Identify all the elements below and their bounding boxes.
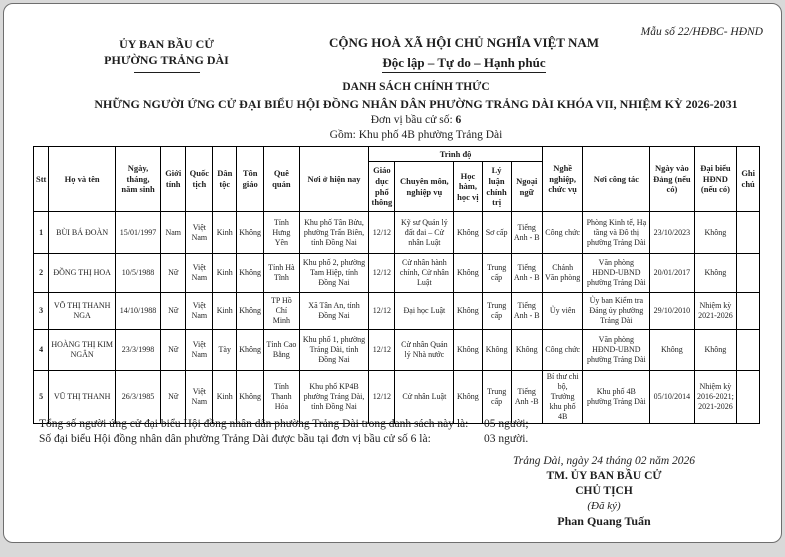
table-row	[34, 293, 760, 330]
election-unit-number: 6	[455, 113, 462, 126]
cell-ngoai-ngu: Tiếng Anh -B	[511, 371, 542, 424]
cell-quoc-tich: Việt Nam	[186, 212, 213, 254]
summary-label: Tổng số người ứng cử đại biểu Hội đồng nhân dân phường Trảng Dài trong danh sách này là:	[39, 418, 469, 430]
cell-ho-va-ten: BÙI BÁ ĐOÀN	[49, 212, 116, 254]
cell-ton-giao: Không	[237, 254, 264, 293]
cell-noi-cong-tac: Ủy ban Kiểm tra Đảng ủy phường Trảng Dài	[583, 293, 650, 330]
issuing-org-block	[44, 37, 289, 73]
col-header-noi-o: Nơi ở hiện nay	[299, 147, 369, 212]
cell-ngay-sinh: 26/3/1985	[116, 371, 161, 424]
cell-ton-giao: Không	[237, 293, 264, 330]
cell-noi-cong-tac: Phòng Kinh tế, Hạ tầng và Đô thị phường Trảng Dài	[583, 212, 650, 254]
election-unit-label: Đơn vị bầu cử số:	[370, 113, 453, 126]
col-header-noi-cong-tac: Nơi công tác	[583, 147, 650, 212]
table-row	[34, 212, 760, 254]
cell-chuyen-mon: Kỹ sư Quản lý đất đai – Cử nhân Luật	[395, 212, 454, 254]
document-title-line2: NHỮNG NGƯỜI ỨNG CỬ ĐẠI BIỂU HỘI ĐỒNG NHÂN DÂN PHƯỜNG TRẢNG DÀI KHÓA VII, NHIỆM KỲ 2026-2031	[94, 96, 738, 111]
cell-ly-luan: Trung cấp	[482, 371, 511, 424]
col-header-trinh-do-group: Trình độ	[369, 147, 542, 162]
cell-ngoai-ngu: Không	[511, 330, 542, 371]
cell-nghe-nghiep: Công chức	[542, 212, 583, 254]
cell-stt: 1	[34, 212, 49, 254]
summary-line-total-candidates	[39, 417, 761, 432]
form-number: Mẫu số 22/HĐBC- HĐND	[640, 26, 763, 38]
cell-noi-cong-tac: Văn phòng HĐND-UBND phường Trảng Dài	[583, 254, 650, 293]
cell-noi-o: Xã Tân An, tỉnh Đồng Nai	[299, 293, 369, 330]
org-name-line2: PHƯỜNG TRẢNG DÀI	[104, 52, 229, 67]
cell-gioi-tinh: Nữ	[161, 330, 186, 371]
cell-gioi-tinh: Nam	[161, 212, 186, 254]
cell-ngoai-ngu: Tiếng Anh - B	[511, 293, 542, 330]
cell-nghe-nghiep: Công chức	[542, 330, 583, 371]
cell-ho-va-ten: HOÀNG THỊ KIM NGÂN	[49, 330, 116, 371]
summary-block	[39, 417, 761, 447]
org-underline	[134, 72, 200, 73]
cell-ly-luan: Trung cấp	[482, 293, 511, 330]
cell-quoc-tich: Việt Nam	[186, 293, 213, 330]
cell-chuyen-mon: Cử nhân Quản lý Nhà nước	[395, 330, 454, 371]
cell-ngay-sinh: 14/10/1988	[116, 293, 161, 330]
col-header-stt: Stt	[34, 147, 49, 212]
cell-quoc-tich: Việt Nam	[186, 330, 213, 371]
cell-ly-luan: Không	[482, 330, 511, 371]
summary-line-seats	[39, 432, 761, 447]
cell-noi-o: Khu phố 2, phường Tam Hiệp, tỉnh Đồng Nai	[299, 254, 369, 293]
cell-ngay-sinh: 23/3/1998	[116, 330, 161, 371]
cell-ly-luan: Sơ cấp	[482, 212, 511, 254]
col-header-dai-bieu-hdnd: Đại biểu HĐND (nếu có)	[694, 147, 737, 212]
cell-ghi-chu	[737, 293, 760, 330]
cell-hoc-ham: Không	[454, 212, 482, 254]
national-motto-line2: Độc lập – Tự do – Hạnh phúc	[382, 54, 545, 74]
document-title-block	[59, 80, 773, 144]
election-scope-line: Gồm: Khu phố 4B phường Trảng Dài	[329, 129, 503, 142]
cell-hoc-ham: Không	[454, 330, 482, 371]
col-header-ghi-chu: Ghi chú	[737, 147, 760, 212]
col-header-chuyen-mon: Chuyên môn, nghiệp vụ	[395, 162, 454, 212]
summary-label: Số đại biểu Hội đồng nhân dân phường Trảng Dài được bầu tại đơn vị bầu cử số 6 là:	[39, 432, 431, 445]
cell-dan-toc: Kinh	[213, 371, 237, 424]
cell-ghi-chu	[737, 212, 760, 254]
cell-gdpt: 12/12	[369, 254, 395, 293]
org-name-line1: ỦY BAN BẦU CỬ	[119, 37, 214, 51]
col-header-gdpt: Giáo dục phổ thông	[369, 162, 395, 212]
cell-noi-cong-tac: Khu phố 4B phường Trảng Dài	[583, 371, 650, 424]
cell-stt: 5	[34, 371, 49, 424]
cell-ngay-vao-dang: 29/10/2010	[650, 293, 694, 330]
col-header-ngay-vao-dang: Ngày vào Đảng (nếu có)	[650, 147, 694, 212]
cell-ghi-chu	[737, 371, 760, 424]
cell-nghe-nghiep: Bí thư chi bộ, Trưởng khu phố 4B	[542, 371, 583, 424]
election-unit-line	[59, 113, 773, 129]
cell-gdpt: 12/12	[369, 212, 395, 254]
summary-value: 03 người.	[484, 432, 529, 445]
cell-nghe-nghiep: Ủy viên	[542, 293, 583, 330]
signature-title: CHỦ TỊCH	[575, 484, 633, 497]
cell-quoc-tich: Việt Nam	[186, 254, 213, 293]
col-header-gioi-tinh: Giới tính	[161, 147, 186, 212]
cell-noi-o: Khu phố 1, phường Trảng Dài, tỉnh Đồng Nai	[299, 330, 369, 371]
col-header-ngoai-ngu: Ngoại ngữ	[511, 162, 542, 212]
signature-name: Phan Quang Tuấn	[557, 514, 651, 529]
cell-chuyen-mon: Đại học Luật	[395, 293, 454, 330]
cell-ho-va-ten: ĐỒNG THỊ HOA	[49, 254, 116, 293]
cell-gdpt: 12/12	[369, 330, 395, 371]
cell-stt: 2	[34, 254, 49, 293]
cell-ngay-vao-dang: 20/01/2017	[650, 254, 694, 293]
candidate-table-body	[34, 212, 760, 424]
cell-ghi-chu	[737, 254, 760, 293]
cell-hoc-ham: Không	[454, 254, 482, 293]
col-header-ho-va-ten: Họ và tên	[49, 147, 116, 212]
cell-ngoai-ngu: Tiếng Anh - B	[511, 212, 542, 254]
national-motto-line1: CỘNG HOÀ XÃ HỘI CHỦ NGHĨA VIỆT NAM	[328, 35, 600, 50]
signature-place-date: Trảng Dài, ngày 24 tháng 02 năm 2026	[512, 455, 696, 467]
cell-ghi-chu	[737, 330, 760, 371]
cell-ton-giao: Không	[237, 330, 264, 371]
col-header-ton-giao: Tôn giáo	[237, 147, 264, 212]
table-row	[34, 330, 760, 371]
col-header-hoc-ham: Học hàm, học vị	[454, 162, 482, 212]
cell-ngay-vao-dang: 23/10/2023	[650, 212, 694, 254]
cell-noi-o: Khu phố KP4B phường Trảng Dài, tỉnh Đồng Nai	[299, 371, 369, 424]
cell-ngoai-ngu: Tiếng Anh - B	[511, 254, 542, 293]
col-header-dan-toc: Dân tộc	[213, 147, 237, 212]
cell-noi-o: Khu phố Tân Bửu, phường Trấn Biên, tỉnh Đồng Nai	[299, 212, 369, 254]
cell-ly-luan: Trung cấp	[482, 254, 511, 293]
cell-ho-va-ten: VÕ THỊ THANH NGA	[49, 293, 116, 330]
cell-dan-toc: Kinh	[213, 254, 237, 293]
national-header-block	[299, 34, 629, 73]
table-row	[34, 371, 760, 424]
cell-chuyen-mon: Cử nhân hành chính, Cử nhân Luật	[395, 254, 454, 293]
cell-nghe-nghiep: Chánh Văn phòng	[542, 254, 583, 293]
cell-gdpt: 12/12	[369, 293, 395, 330]
col-header-ly-luan: Lý luận chính trị	[482, 162, 511, 212]
cell-que-quan: Tỉnh Hà Tĩnh	[264, 254, 300, 293]
cell-stt: 4	[34, 330, 49, 371]
cell-gioi-tinh: Nữ	[161, 371, 186, 424]
cell-que-quan: Tỉnh Cao Bằng	[264, 330, 300, 371]
cell-ton-giao: Không	[237, 212, 264, 254]
cell-gdpt: 12/12	[369, 371, 395, 424]
cell-ngay-sinh: 15/01/1997	[116, 212, 161, 254]
signature-signed-note: (Đã ký)	[587, 499, 621, 512]
cell-gioi-tinh: Nữ	[161, 293, 186, 330]
cell-hoc-ham: Không	[454, 371, 482, 424]
cell-ngay-vao-dang: Không	[650, 330, 694, 371]
cell-ho-va-ten: VŨ THỊ THANH	[49, 371, 116, 424]
cell-dan-toc: Kinh	[213, 293, 237, 330]
document-page	[3, 3, 782, 543]
cell-dai-bieu-hdnd: Nhiệm kỳ 2021-2026	[694, 293, 737, 330]
cell-que-quan: Tỉnh Thanh Hóa	[264, 371, 300, 424]
cell-stt: 3	[34, 293, 49, 330]
summary-value: 05 người;	[484, 418, 529, 430]
col-header-nghe-nghiep: Nghề nghiệp, chức vụ	[542, 147, 583, 212]
table-row	[34, 254, 760, 293]
cell-que-quan: TP Hồ Chí Minh	[264, 293, 300, 330]
cell-dan-toc: Kinh	[213, 212, 237, 254]
cell-ngay-vao-dang: 05/10/2014	[650, 371, 694, 424]
cell-noi-cong-tac: Văn phòng HĐND-UBND phường Trảng Dài	[583, 330, 650, 371]
signature-authority: TM. ỦY BAN BẦU CỬ	[546, 469, 662, 482]
cell-hoc-ham: Không	[454, 293, 482, 330]
candidate-table	[33, 146, 760, 424]
cell-gioi-tinh: Nữ	[161, 254, 186, 293]
document-title-line1: DANH SÁCH CHÍNH THỨC	[342, 81, 490, 93]
col-header-quoc-tich: Quốc tịch	[186, 147, 213, 212]
signature-block	[424, 454, 782, 530]
cell-dai-bieu-hdnd: Không	[694, 254, 737, 293]
cell-quoc-tich: Việt Nam	[186, 371, 213, 424]
cell-ton-giao: Không	[237, 371, 264, 424]
cell-ngay-sinh: 10/5/1988	[116, 254, 161, 293]
cell-chuyen-mon: Cử nhân Luật	[395, 371, 454, 424]
cell-dan-toc: Tày	[213, 330, 237, 371]
cell-dai-bieu-hdnd: Không	[694, 330, 737, 371]
cell-dai-bieu-hdnd: Nhiệm kỳ 2016-2021; 2021-2026	[694, 371, 737, 424]
cell-que-quan: Tỉnh Hưng Yên	[264, 212, 300, 254]
col-header-que-quan: Quê quán	[264, 147, 300, 212]
col-header-ngay-sinh: Ngày, tháng, năm sinh	[116, 147, 161, 212]
cell-dai-bieu-hdnd: Không	[694, 212, 737, 254]
